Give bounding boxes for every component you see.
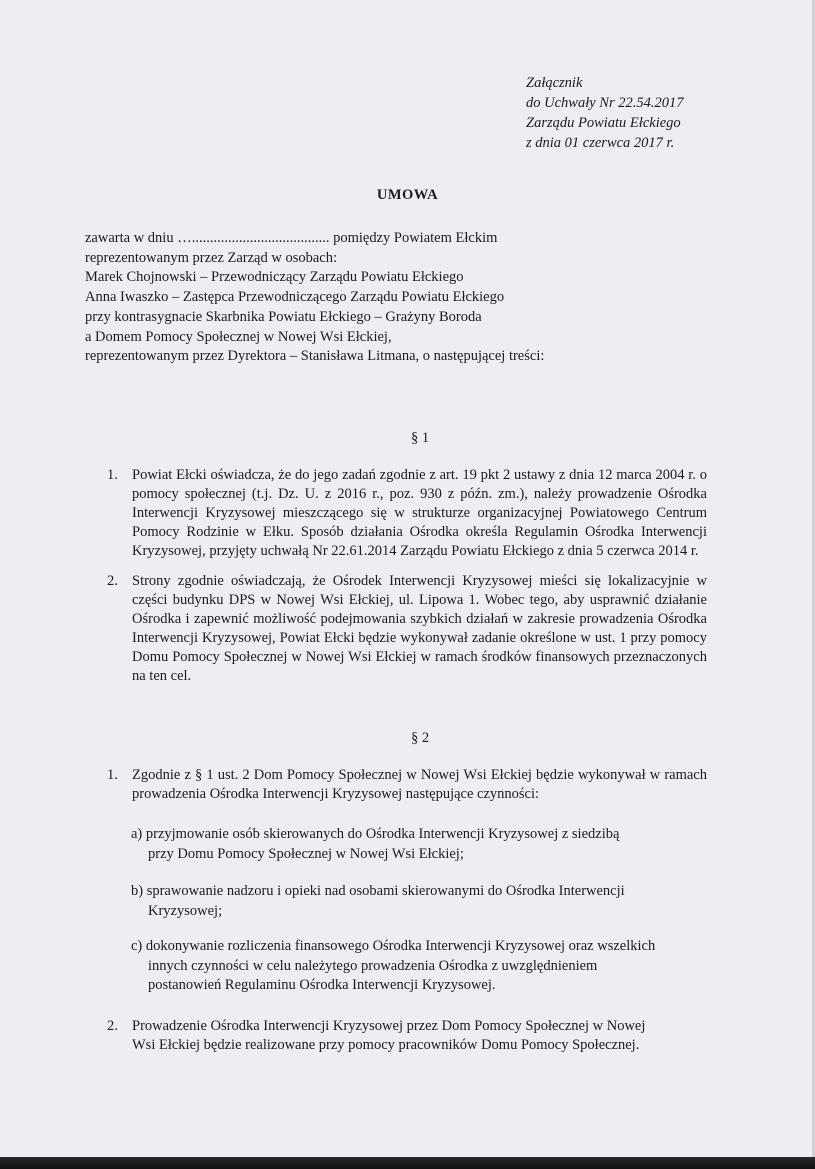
paragraph-item xyxy=(107,572,707,686)
item-number: 1. xyxy=(107,767,118,783)
intro-line: Marek Chojnowski – Przewodniczący Zarządu Powiatu Ełckiego xyxy=(85,269,464,286)
paragraph-item xyxy=(107,1017,707,1055)
sub-item-line: Kryzysowej; xyxy=(148,902,223,919)
annex-line: do Uchwały Nr 22.54.2017 xyxy=(526,95,684,111)
item-text-line: Wsi Ełckiej będzie realizowane przy pomocy pracowników Domu Pomocy Społecznej. xyxy=(132,1037,640,1053)
item-number: 2. xyxy=(107,573,118,589)
item-text-line: Prowadzenie Ośrodka Interwencji Kryzysowej przez Dom Pomocy Społecznej w Nowej xyxy=(132,1018,646,1034)
item-text: Powiat Ełcki oświadcza, że do jego zadań zgodnie z art. 19 pkt 2 ustawy z dnia 12 marca 2004 r. o pomocy społecznej (t.j. Dz. U. z 2016 r., poz. 930 z późn. zm.), należy prowadzenie Ośrodka Interwencji Kryzysowej mieszczącego się w strukturze organizacyjnej Powiatowego Centrum Pomocy Rodzinie w Ełku. Sposób działania Ośrodka określa Regulamin Ośrodka Interwencji Kryzysowej, przyjęty uchwałą Nr 22.61.2014 Zarządu Powiatu Ełckiego z dnia 5 czerwca 2014 r. xyxy=(132,467,707,559)
intro-line: a Domem Pomocy Społecznej w Nowej Wsi Ełckiej, xyxy=(85,328,392,345)
sub-item-line: c) dokonywanie rozliczenia finansowego Ośrodka Interwencji Kryzysowej oraz wszelkich xyxy=(131,938,656,954)
sub-item-line: postanowień Regulaminu Ośrodka Interwencji Kryzysowej. xyxy=(148,977,496,993)
sub-item xyxy=(131,825,619,864)
annex-header xyxy=(526,73,683,153)
item-text xyxy=(132,1017,707,1055)
sub-item-line: a) przyjmowanie osób skierowanych do Ośrodka Interwencji Kryzysowej z siedzibą xyxy=(131,826,620,842)
intro-line: przy kontrasygnacie Skarbnika Powiatu Ełckiego – Grażyny Boroda xyxy=(85,308,482,325)
section-heading: § 1 xyxy=(410,430,430,446)
document-title: UMOWA xyxy=(376,187,439,203)
scan-edge xyxy=(0,1157,815,1169)
intro-line: Anna Iwaszko – Zastępca Przewodniczącego Zarządu Powiatu Ełckiego xyxy=(85,289,505,306)
item-number: 2. xyxy=(107,1018,118,1034)
intro-line: reprezentowanym przez Zarząd w osobach: xyxy=(85,249,338,266)
sub-item-line: innych czynności w celu należytego prowadzenia Ośrodka z uwzględnieniem xyxy=(148,957,598,974)
paragraph-item xyxy=(107,466,707,561)
item-text: Strony zgodnie oświadczają, że Ośrodek Interwencji Kryzysowej mieści się lokalizacyjnie w części budynku DPS w Nowej Wsi Ełckiej, ul. Lipowa 1. Wobec tego, aby usprawnić działanie Ośrodka i zapewnić możliwość podejmowania szybkich działań w zakresie prowadzenia Ośrodka Interwencji Kryzysowej, Powiat Ełcki będzie wykonywał zadanie określone w ust. 1 przy pomocy Domu Pomocy Społecznej w Nowej Wsi Ełckiej w ramach środków finansowych przeznaczonych na ten cel. xyxy=(132,573,707,684)
contract-parties xyxy=(85,229,544,367)
sub-item-line: b) sprawowanie nadzoru i opieki nad osobami skierowanymi do Ośrodka Interwencji xyxy=(131,883,625,899)
item-text: Zgodnie z § 1 ust. 2 Dom Pomocy Społecznej w Nowej Wsi Ełckiej będzie wykonywał w ramach prowadzenia Ośrodka Interwencji Kryzysowej następujące czynności: xyxy=(132,767,707,802)
sub-item-line: przy Domu Pomocy Społecznej w Nowej Wsi Ełckiej; xyxy=(148,845,464,862)
sub-item xyxy=(131,937,655,996)
section-heading: § 2 xyxy=(410,730,430,746)
annex-line: Zarządu Powiatu Ełckiego xyxy=(526,115,681,131)
annex-line: z dnia 01 czerwca 2017 r. xyxy=(526,135,675,151)
intro-line: zawarta w dniu …...................................... pomiędzy Powiatem Ełckim xyxy=(85,230,498,246)
item-number: 1. xyxy=(107,467,118,483)
intro-line: reprezentowanym przez Dyrektora – Stanisława Litmana, o następującej treści: xyxy=(85,348,545,365)
annex-line: Załącznik xyxy=(526,75,583,91)
sub-item xyxy=(131,882,625,921)
paragraph-item xyxy=(107,766,707,804)
